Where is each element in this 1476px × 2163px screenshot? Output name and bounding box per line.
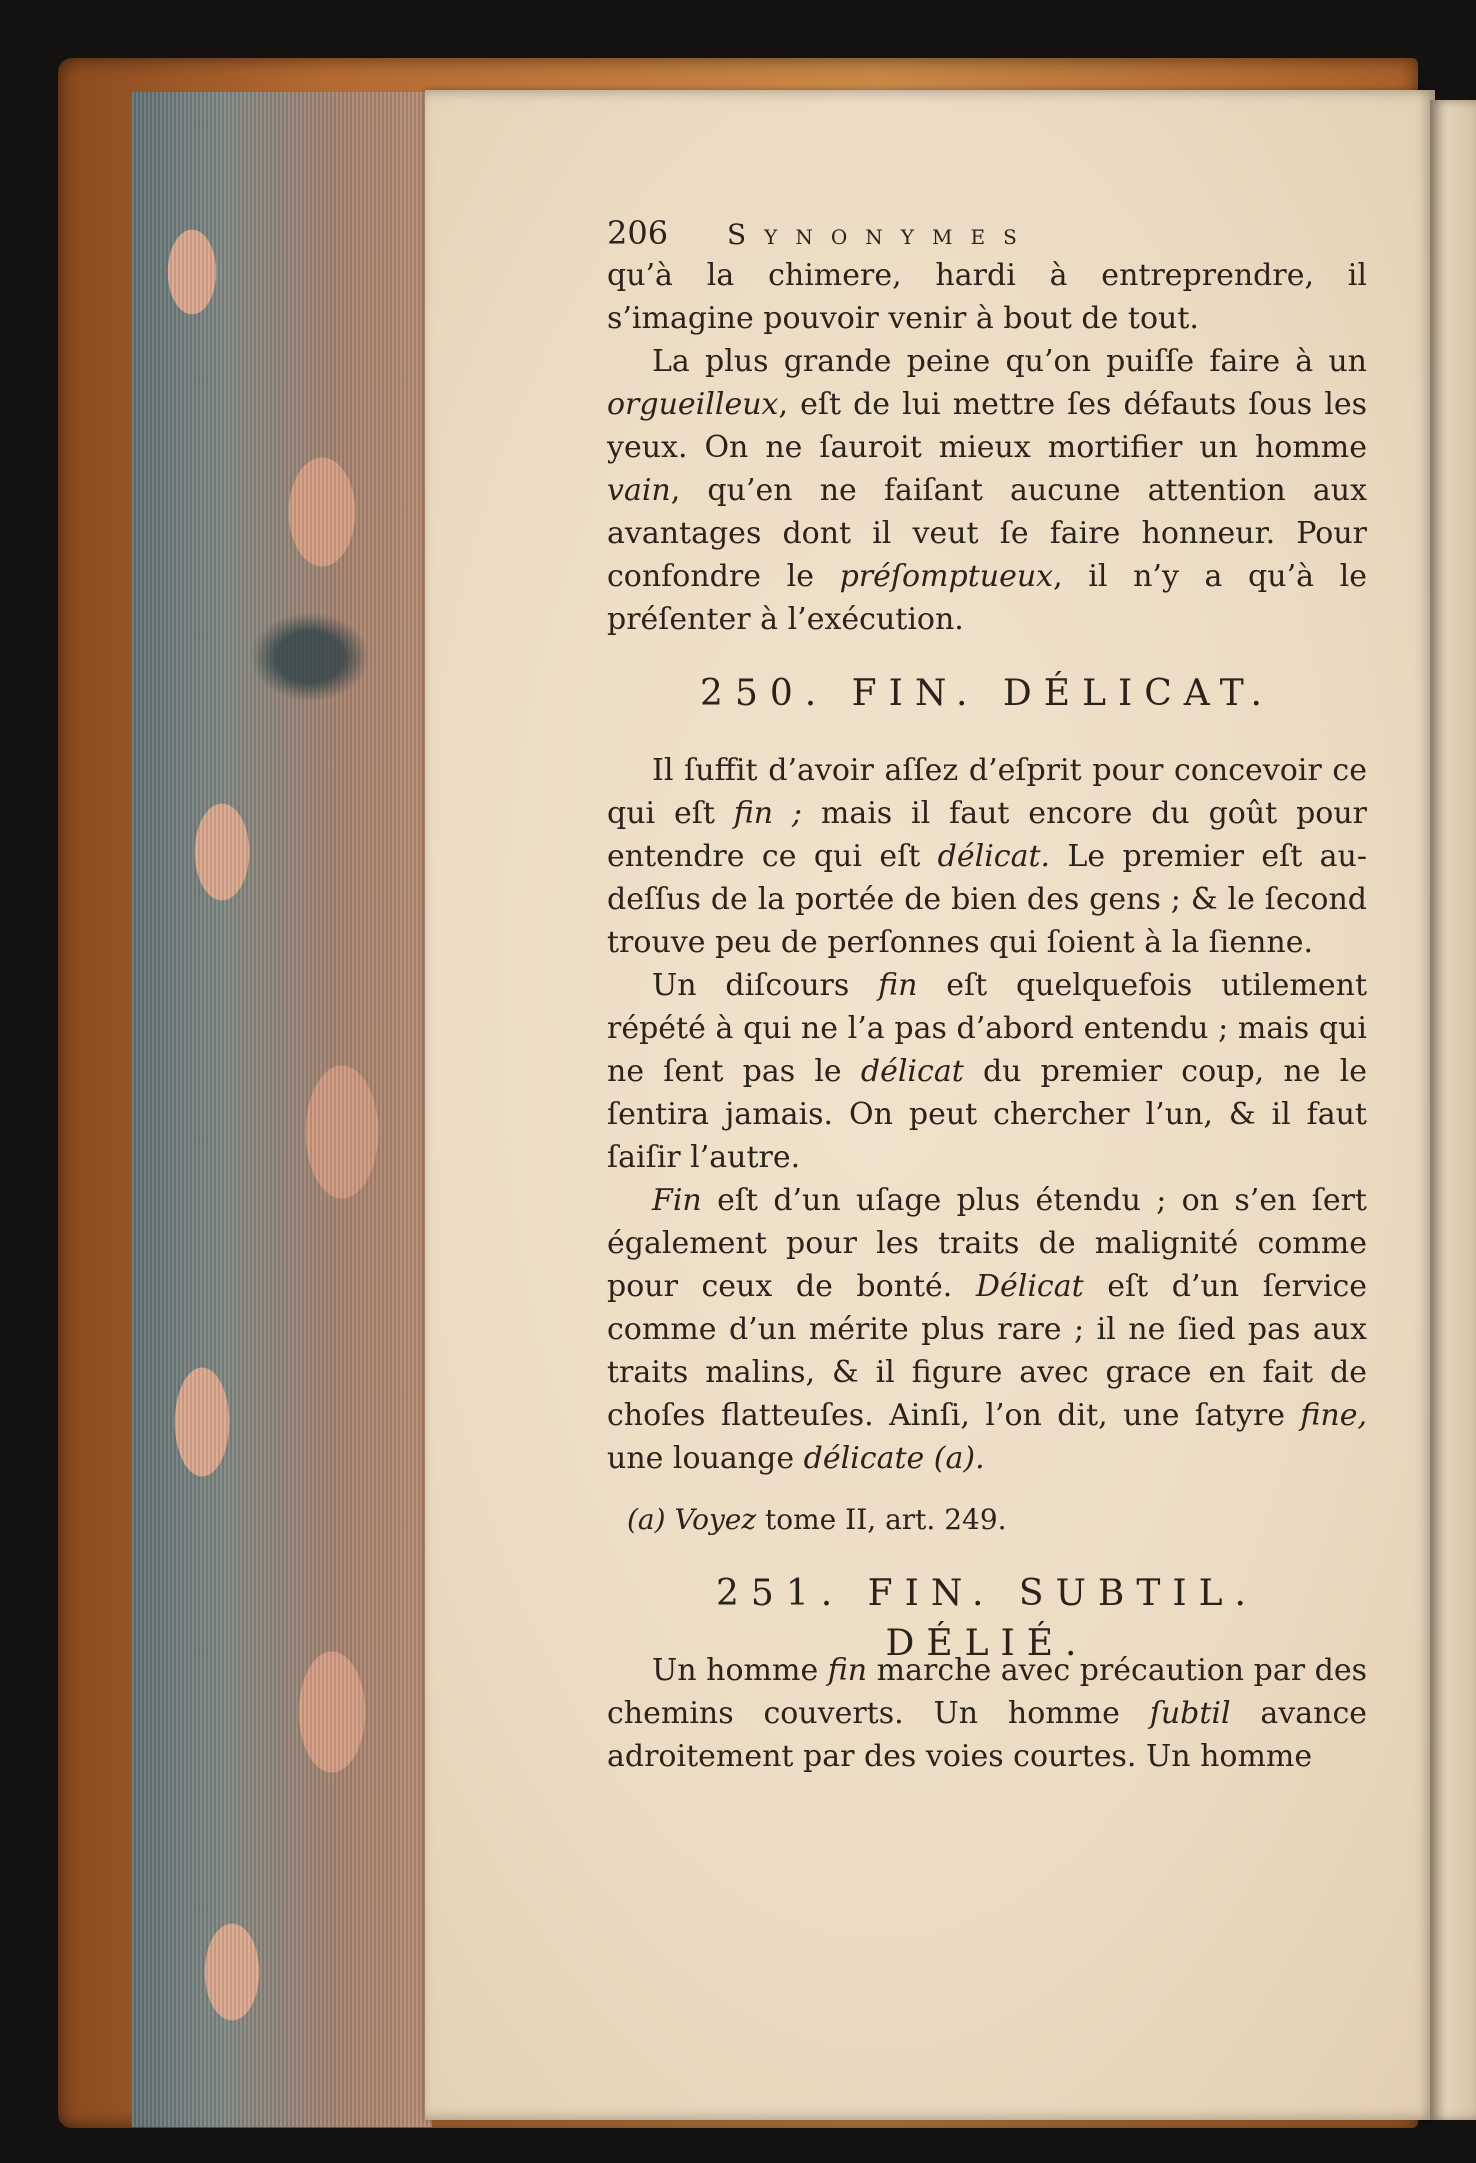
continuation-paragraph: qu’à la chimere, hardi à entreprendre, il s’imagine pouvoir venir à bout de tout.	[607, 258, 1367, 336]
paragraph-250-1: Il ſuffit d’avoir aſſez d’eſprit pour concevoir ce qui eſt fin ; mais il faut encore du goût pour entendre ce qui eſt délicat. Le premier eſt au-deſſus de la portée de bien des gens ; & le ſecond trouve peu de perſonnes qui ſoient à la ſienne.	[607, 753, 1367, 960]
page-number: 206	[607, 214, 669, 252]
paragraph-250-3: Fin eſt d’un uſage plus étendu ; on s’en ſert également pour les traits de malignité comme pour ceux de bonté. Délicat eſt d’un ſervice comme d’un mérite plus rare ; il ne ſied pas aux traits malins, & il figure avec grace en fait de choſes flatteuſes. Ainſi, l’on dit, une ſatyre fine, une louange délicate (a).	[607, 1183, 1367, 1476]
page-text	[607, 212, 1367, 1778]
footnote: (a) Voyez tome II, art. 249.	[627, 1503, 1007, 1536]
paragraph-250-2: Un diſcours fin eſt quelquefois utilement répété à qui ne l’a pas d’abord entendu ; mais qui ne ſent pas le délicat du premier coup, ne le ſentira jamais. On peut chercher l’un, & il faut ſaiſir l’autre.	[607, 968, 1368, 1175]
running-head	[607, 212, 1367, 252]
article-heading-250: 250. FIN. DÉLICAT.	[700, 673, 1274, 714]
article-heading-251: 251. FIN. SUBTIL. DÉLIÉ.	[716, 1573, 1258, 1664]
marbled-page-edge	[132, 92, 432, 2127]
paragraph-orgueilleux: La plus grande peine qu’on puiſſe faire à un orgueilleux, eſt de lui mettre ſes défauts ſous les yeux. On ne ſauroit mieux mortifier un homme vain, qu’en ne faiſant aucune attention aux avantages dont il veut ſe faire honneur. Pour confondre le préſomptueux, il n’y a qu’à le préſenter à l’exécution.	[607, 344, 1367, 637]
facing-page-edge	[1430, 100, 1476, 2120]
edge-stain	[250, 612, 370, 702]
paragraph-251-1: Un homme fin marche avec précaution par des chemins couverts. Un homme ſubtil avance adroitement par des voies courtes. Un homme	[607, 1653, 1367, 1774]
running-title: Synonymes	[727, 218, 1035, 251]
